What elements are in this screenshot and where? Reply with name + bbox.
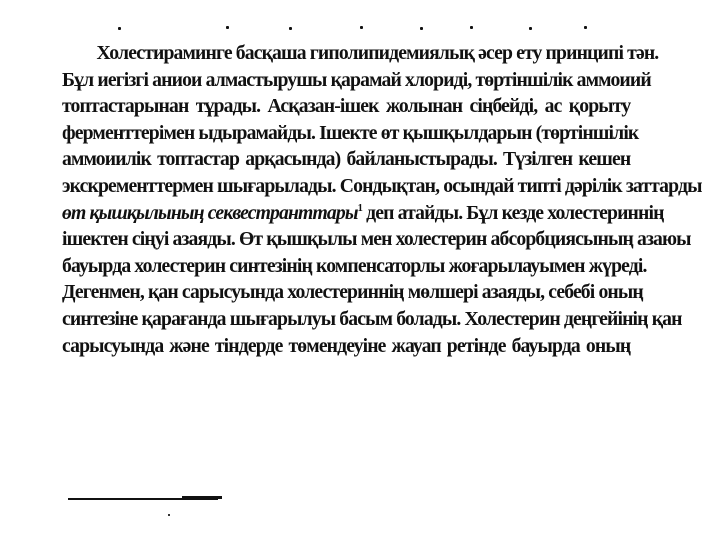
text-line: Холестираминге басқаша гиполипидемиялық әсер ету принципі тән. (96, 42, 659, 64)
scan-speck (226, 26, 229, 29)
text-line: бауырда холестерин синтезінің компенсаторлы жоғарылауымен жүреді. (62, 254, 647, 277)
footnote-separator-mark (182, 496, 222, 499)
text-line: топтастарынан тұрады. Асқазан-ішек жолынан сіңбейді, ас қорыту (62, 95, 631, 118)
text-line: Бұл иегізгі аниои алмастырушы қарамай хлориді, төртіншілік аммоиий (62, 68, 651, 91)
text-line: Дегенмен, қан сарысуында холестериннің мөлшері азаяды, себебі оның (62, 281, 643, 304)
text-line: ферменттерімен ыдырамайды. Ішекте өт қышқылдарын (төртіншілік (62, 121, 639, 144)
scan-speck (529, 27, 532, 30)
text-line-rest: деп атайды. Бұл кезде холестериннің (362, 201, 664, 224)
text-line: аммоиилік топтастар арқасында) байланыстырады. Түзілген кешен (62, 148, 631, 171)
scan-speck (584, 26, 587, 29)
text-line-with-term (62, 200, 664, 227)
footnote-marker: 1 (357, 201, 363, 214)
scan-speck (360, 26, 363, 29)
scan-speck (289, 27, 292, 30)
body-paragraph (62, 40, 702, 359)
text-line: ішектен сіңуі азаяды. Өт қышқылы мен холестерин абсорбциясының азаюы (62, 228, 691, 251)
text-line: экскременттермен шығарылады. Сондықтан, осындай типті дәрілік заттарды (62, 174, 702, 197)
scan-speck (420, 27, 423, 30)
scan-speck (168, 514, 170, 516)
text-line: сарысуында және тіндерде төмендеуіне жауап ретінде бауырда оның (62, 334, 631, 357)
scan-speck (470, 26, 473, 29)
scan-speck (118, 27, 121, 30)
italic-term: өт қышқылының секвестранттары (62, 201, 358, 224)
text-line: синтезіне қарағанда шығарылуы басым болады. Холестерин деңгейінің қан (62, 307, 682, 330)
